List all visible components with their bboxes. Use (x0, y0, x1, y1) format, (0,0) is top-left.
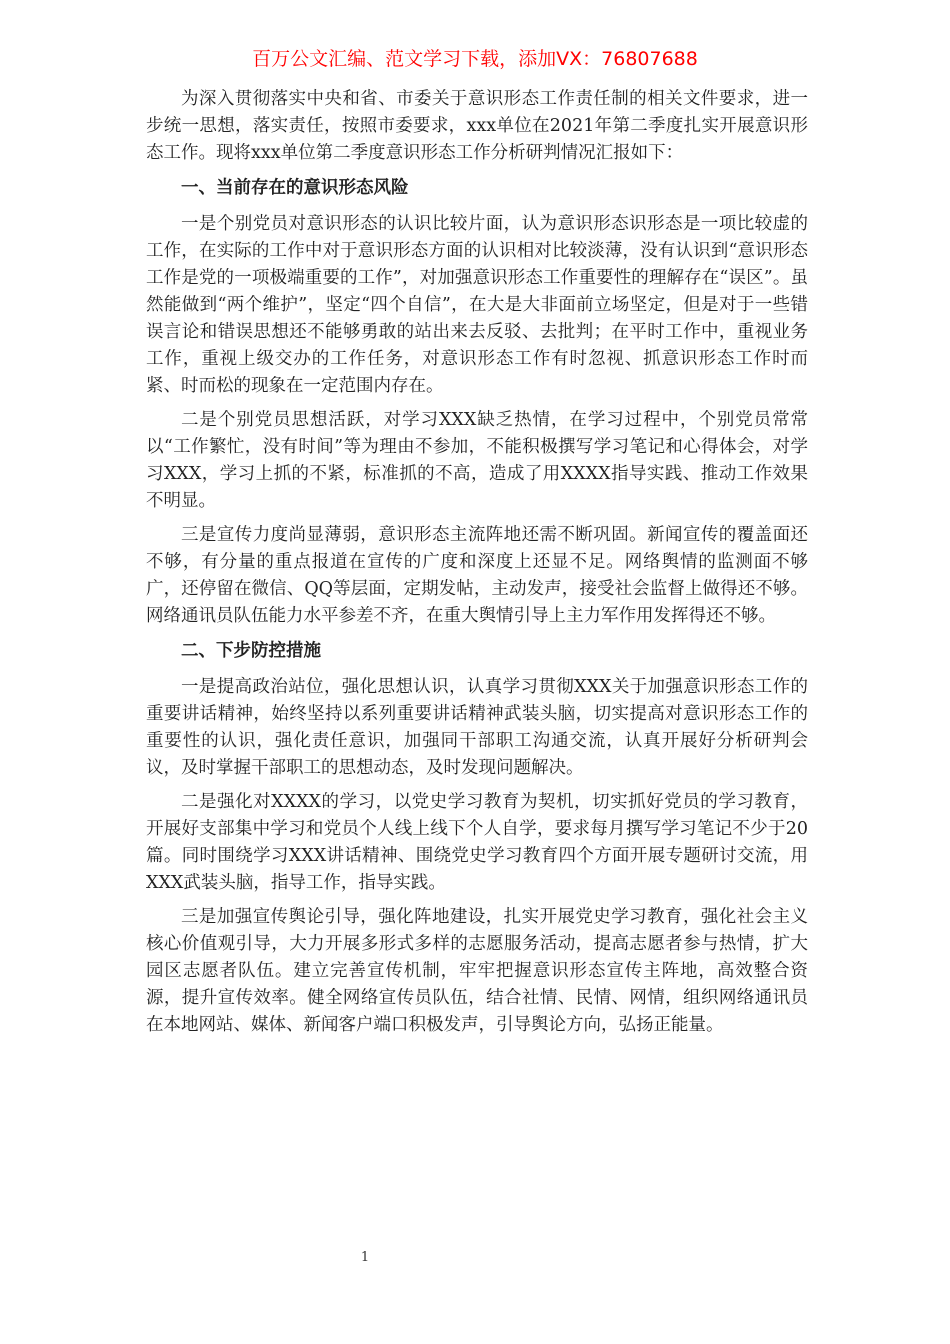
measure-paragraph-2: 二是强化对XXXX的学习，以党史学习教育为契机，切实抓好党员的学习教育，开展好支部集中学习和党员个人线上线下个人自学，要求每月撰写学习笔记不少于20篇。同时围绕学习XXX讲话精神、围绕党史学习教育四个方面开展专题研讨交流，用XXX武装头脑，指导工作，指导实践。 (146, 792, 808, 893)
intro-paragraph: 为深入贯彻落实中央和省、市委关于意识形态工作责任制的相关文件要求，进一步统一思想，落实责任，按照市委要求，xxx单位在2021年第二季度扎实开展意识形态工作。现将xxx单位第二季度意识形态工作分析研判情况汇报如下： (146, 89, 808, 163)
header-banner: 百万公文汇编、范文学习下载，添加VX：76807688 (252, 48, 698, 70)
measure-paragraph-3: 三是加强宣传舆论引导，强化阵地建设，扎实开展党史学习教育，强化社会主义核心价值观引导，大力开展多形式多样的志愿服务活动，提高志愿者参与热情，扩大园区志愿者队伍。建立完善宣传机制，牢牢把握意识形态宣传主阵地，高效整合资源，提升宣传效率。健全网络宣传员队伍，结合社情、民情、网情，组织网络通讯员在本地网站、媒体、新闻客户端口积极发声，引导舆论方向，弘扬正能量。 (146, 907, 808, 1035)
risk-paragraph-1: 一是个别党员对意识形态的认识比较片面，认为意识形态识形态是一项比较虚的工作，在实际的工作中对于意识形态方面的认识相对比较淡薄，没有认识到“意识形态工作是党的一项极端重要的工作”，对加强意识形态工作重要性的理解存在“误区”。虽然能做到“两个维护”，坚定“四个自信”，在大是大非面前立场坚定，但是对于一些错误言论和错误思想还不能够勇敢的站出来去反驳、去批判；在平时工作中，重视业务工作，重视上级交办的工作任务，对意识形态工作有时忽视、抓意识形态工作时而紧、时而松的现象在一定范围内存在。 (146, 214, 808, 396)
section-heading-measures: 二、下步防控措施 (181, 641, 321, 661)
measure-paragraph-1: 一是提高政治站位，强化思想认识，认真学习贯彻XXX关于加强意识形态工作的重要讲话精神，始终坚持以系列重要讲话精神武装头脑，切实提高对意识形态工作的重要性的认识，强化责任意识，加强同干部职工沟通交流，认真开展好分析研判会议，及时掌握干部职工的思想动态，及时发现问题解决。 (146, 677, 808, 778)
risk-paragraph-2: 二是个别党员思想活跃，对学习XXX缺乏热情，在学习过程中，个别党员常常以“工作繁忙，没有时间”等为理由不参加，不能积极撰写学习笔记和心得体会，对学习XXX，学习上抓的不紧，标准抓的不高，造成了用XXXX指导实践、推动工作效果不明显。 (146, 410, 808, 511)
page-number: 1 (360, 1250, 370, 1265)
document-body (146, 86, 808, 1039)
section-heading-risks: 一、当前存在的意识形态风险 (181, 178, 409, 198)
risk-paragraph-3: 三是宣传力度尚显薄弱，意识形态主流阵地还需不断巩固。新闻宣传的覆盖面还不够，有分量的重点报道在宣传的广度和深度上还显不足。网络舆情的监测面不够广，还停留在微信、QQ等层面，定期发帖，主动发声，接受社会监督上做得还不够。网络通讯员队伍能力水平参差不齐，在重大舆情引导上主力军作用发挥得还不够。 (146, 525, 808, 626)
